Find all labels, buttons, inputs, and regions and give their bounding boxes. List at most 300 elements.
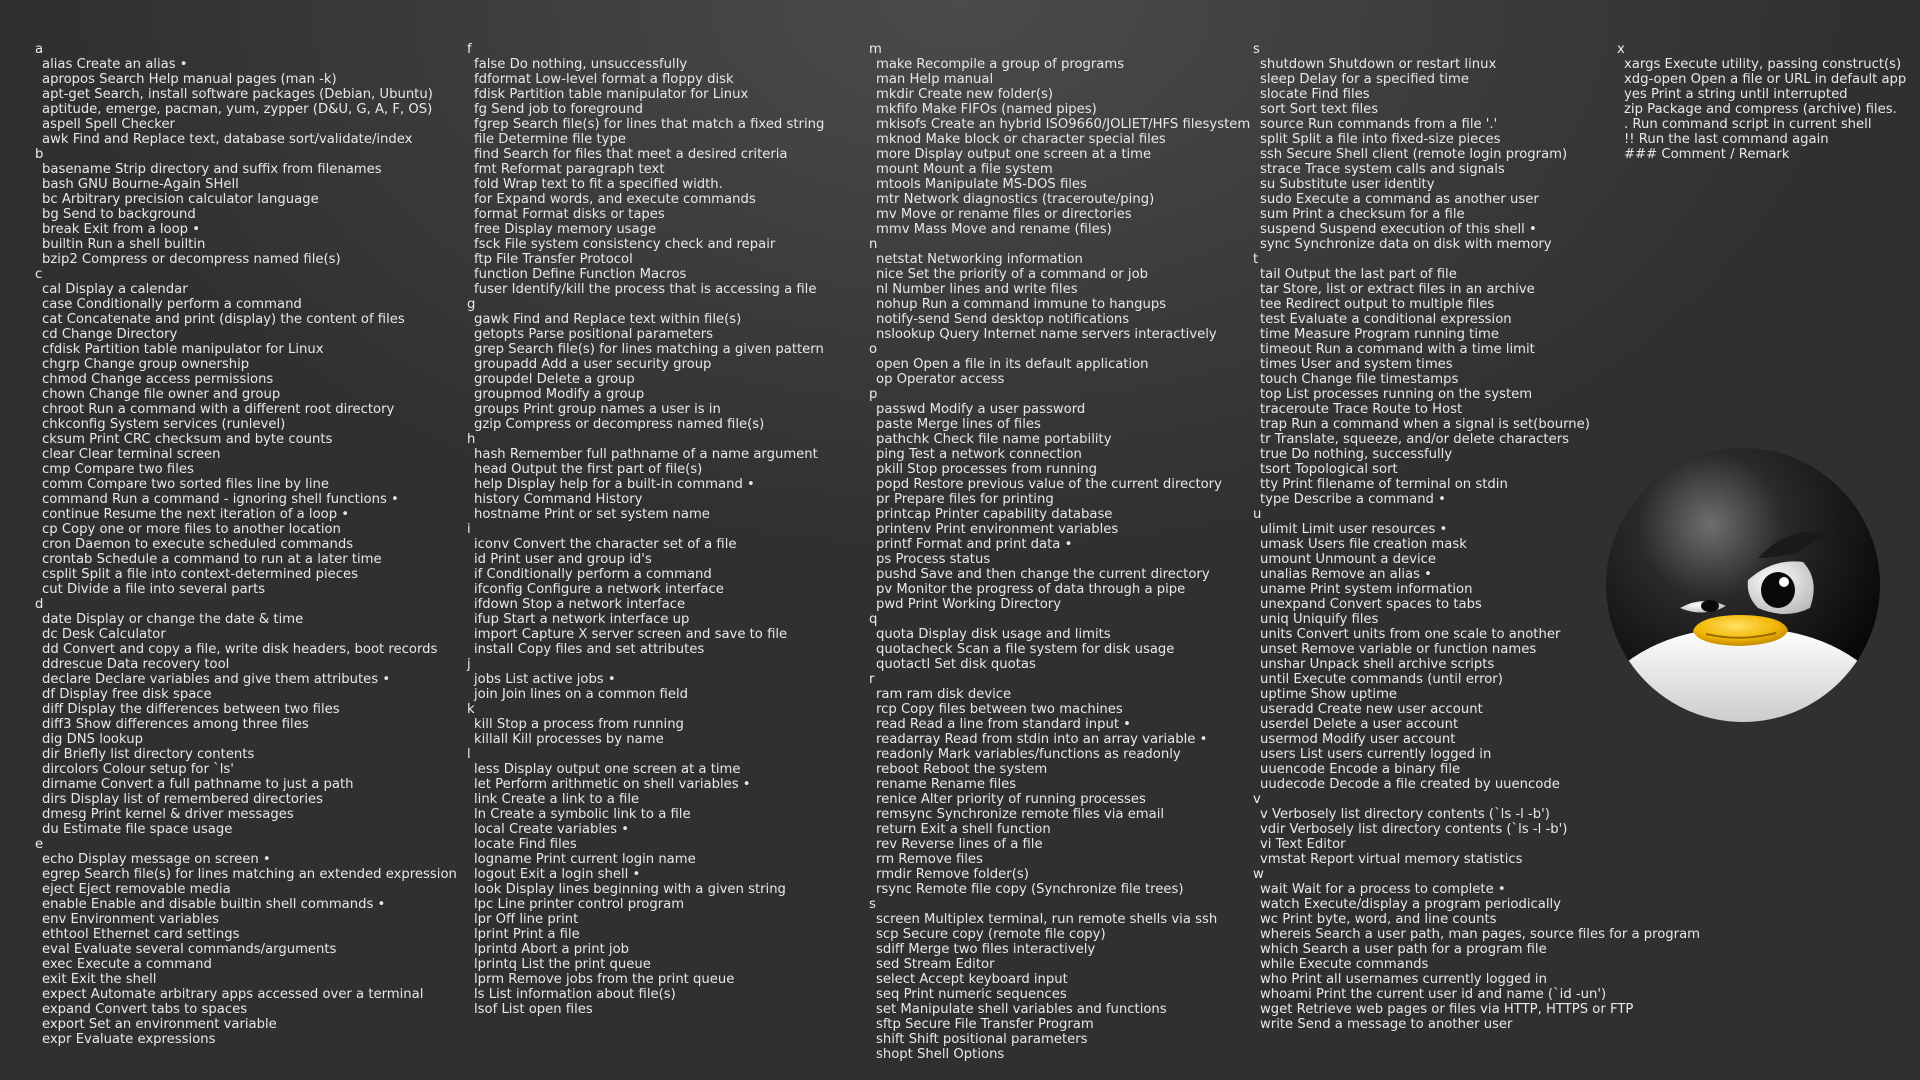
command-name: mount (876, 162, 919, 177)
command-description: Trace system calls and signals (1305, 162, 1505, 177)
command-name: apropos (42, 72, 95, 87)
command-entry (35, 57, 457, 72)
command-name: tee (1260, 297, 1282, 312)
command-description: List open files (501, 1002, 593, 1017)
command-description: Find files (1311, 87, 1370, 102)
command-entry (1253, 267, 1700, 282)
command-entry (35, 477, 457, 492)
command-name: ### (1624, 147, 1658, 162)
command-description: Store, list or extract files in an archive (1282, 282, 1535, 297)
command-entry (467, 72, 824, 87)
section-letter: f (467, 42, 472, 57)
command-entry (869, 1032, 1250, 1047)
command-name: help (474, 477, 503, 492)
command-entry (35, 657, 457, 672)
command-name: ftp (474, 252, 492, 267)
command-description: Split a file into context-determined pieces (81, 567, 358, 582)
command-name: mkfifo (876, 102, 918, 117)
command-description: Convert tabs to spaces (95, 1002, 248, 1017)
command-name: dmesg (42, 807, 87, 822)
command-name: fsck (474, 237, 501, 252)
command-name: renice (876, 792, 917, 807)
command-description: Delay for a specified time (1299, 72, 1469, 87)
command-description: Network diagnostics (traceroute/ping) (903, 192, 1155, 207)
command-entry (869, 72, 1250, 87)
command-entry (35, 252, 457, 267)
command-name: awk (42, 132, 69, 147)
command-name: comm (42, 477, 84, 492)
command-description: Execute/display a program periodically (1303, 897, 1561, 912)
command-entry (869, 717, 1250, 732)
command-description: Manipulate shell variables and functions (900, 1002, 1167, 1017)
command-name: mv (876, 207, 897, 222)
command-name: sdiff (876, 942, 904, 957)
command-description: Search file(s) for lines that match a fixed string (512, 117, 825, 132)
command-name: scp (876, 927, 899, 942)
command-entry (1253, 237, 1700, 252)
command-description: Convert a full pathname to just a path (100, 777, 354, 792)
command-description: Modify a user password (929, 402, 1086, 417)
command-entry (467, 87, 824, 102)
command-name: traceroute (1260, 402, 1329, 417)
command-description: Remove folder(s) (915, 867, 1029, 882)
command-description: List the print queue (521, 957, 651, 972)
command-description: Multiplex terminal, run remote shells via ssh (924, 912, 1218, 927)
command-name: ram (876, 687, 903, 702)
command-entry (1253, 342, 1700, 357)
command-description: Package and compress (archive) files. (1647, 102, 1897, 117)
command-name: aspell (42, 117, 81, 132)
command-description: Merge two files interactively (908, 942, 1096, 957)
command-description: Resume the next iteration of a loop • (103, 507, 350, 522)
command-name: tsort (1260, 462, 1291, 477)
command-name: command (42, 492, 108, 507)
command-entry (35, 552, 457, 567)
command-name: printenv (876, 522, 932, 537)
command-name: split (1260, 132, 1288, 147)
command-description: Parse positional parameters (528, 327, 714, 342)
command-name: logname (474, 852, 532, 867)
command-name: df (42, 687, 56, 702)
command-description: Start a network interface up (503, 612, 690, 627)
command-name: pushd (876, 567, 917, 582)
command-name: quotactl (876, 657, 931, 672)
command-description: Decode a file created by uuencode (1329, 777, 1560, 792)
command-entry (869, 882, 1250, 897)
command-entry (1253, 192, 1700, 207)
command-entry (1253, 417, 1700, 432)
command-description: Trace Route to Host (1333, 402, 1463, 417)
command-name: dd (42, 642, 59, 657)
command-description: Alter priority of running processes (920, 792, 1146, 807)
command-description: Run the last command again (1638, 132, 1829, 147)
command-description: Redirect output to multiple files (1285, 297, 1495, 312)
command-name: pathchk (876, 432, 930, 447)
command-name: chgrp (42, 357, 80, 372)
command-name: top (1260, 387, 1282, 402)
command-entry (869, 987, 1250, 1002)
command-description: Limit user resources • (1301, 522, 1448, 537)
command-description: Read from stdin into an array variable • (944, 732, 1208, 747)
command-name: break (42, 222, 80, 237)
command-description: Output the last part of file (1284, 267, 1457, 282)
command-description: Do nothing, unsuccessfully (509, 57, 688, 72)
command-name: sum (1260, 207, 1289, 222)
command-name: who (1260, 972, 1288, 987)
command-entry (35, 117, 457, 132)
command-entry (869, 117, 1250, 132)
command-name: dirs (42, 792, 67, 807)
command-name: cmp (42, 462, 71, 477)
command-entry (869, 147, 1250, 162)
command-description: Stop a process from running (496, 717, 684, 732)
command-entry (467, 447, 824, 462)
command-entry (35, 747, 457, 762)
command-description: Add a user security group (541, 357, 712, 372)
command-description: Configure a network interface (526, 582, 724, 597)
command-name: su (1260, 177, 1276, 192)
command-name: trap (1260, 417, 1288, 432)
command-entry (467, 462, 824, 477)
command-description: Print user and group id's (490, 552, 652, 567)
command-entry (869, 567, 1250, 582)
command-description: Merge lines of files (916, 417, 1041, 432)
command-name: expand (42, 1002, 91, 1017)
command-description: Off line print (495, 912, 579, 927)
command-description: Remember full pathname of a name argument (509, 447, 818, 462)
command-name: import (474, 627, 518, 642)
command-description: Print all usernames currently logged in (1291, 972, 1547, 987)
command-description: Unpack shell archive scripts (1309, 657, 1495, 672)
section-letter: o (869, 342, 878, 357)
command-name: join (474, 687, 498, 702)
command-description: Read a line from standard input • (909, 717, 1131, 732)
command-name: dirname (42, 777, 97, 792)
command-description: Data recovery tool (106, 657, 230, 672)
command-name: diff (42, 702, 64, 717)
command-description: Compress or decompress named file(s) (81, 252, 341, 267)
command-name: local (474, 822, 505, 837)
command-name: v (1260, 807, 1268, 822)
command-description: Find and Replace text, database sort/validate/index (72, 132, 413, 147)
command-entry (869, 1047, 1250, 1062)
command-name: false (474, 57, 506, 72)
command-entry (869, 822, 1250, 837)
command-entry (869, 267, 1250, 282)
command-name: mtr (876, 192, 900, 207)
command-description: Number lines and write files (892, 282, 1078, 297)
command-description: Arbitrary precision calculator language (61, 192, 319, 207)
command-entry (35, 312, 457, 327)
command-name: rcp (876, 702, 897, 717)
command-entry (467, 192, 824, 207)
command-entry (35, 912, 457, 927)
command-column-2 (467, 42, 824, 1017)
command-description: Networking information (927, 252, 1083, 267)
command-entry (869, 777, 1250, 792)
command-entry (1253, 972, 1700, 987)
command-entry (35, 717, 457, 732)
command-description: Exit a login shell • (519, 867, 641, 882)
command-description: Ethernet card settings (92, 927, 240, 942)
command-name: dc (42, 627, 58, 642)
command-name: id (474, 552, 487, 567)
command-entry (467, 927, 824, 942)
command-description: Print kernel & driver messages (90, 807, 294, 822)
command-entry (1253, 822, 1700, 837)
command-name: uptime (1260, 687, 1307, 702)
command-entry (1617, 117, 1906, 132)
command-entry (35, 357, 457, 372)
command-name: uniq (1260, 612, 1289, 627)
command-name: exit (42, 972, 67, 987)
command-entry (1253, 1017, 1700, 1032)
command-entry (467, 837, 824, 852)
command-description: Print a string until interrupted (1651, 87, 1848, 102)
command-name: chown (42, 387, 85, 402)
command-name: lpr (474, 912, 492, 927)
command-name: echo (42, 852, 74, 867)
command-name: ps (876, 552, 892, 567)
section-letter: g (467, 297, 476, 312)
command-description: Capture X server screen and save to file (521, 627, 788, 642)
command-description: Wait for a process to complete • (1291, 882, 1506, 897)
command-name: whoami (1260, 987, 1312, 1002)
command-description: Create an hybrid ISO9660/JOLIET/HFS filesystem (930, 117, 1251, 132)
command-name: date (42, 612, 72, 627)
command-description: Create an alias • (76, 57, 188, 72)
command-entry (869, 942, 1250, 957)
command-entry (467, 492, 824, 507)
command-description: Exit from a loop • (83, 222, 201, 237)
command-name: unset (1260, 642, 1297, 657)
command-entry (869, 177, 1250, 192)
command-column-3 (869, 42, 1250, 1062)
command-name: reboot (876, 762, 919, 777)
command-description: Change group ownership (83, 357, 250, 372)
command-name: paste (876, 417, 913, 432)
command-name: umount (1260, 552, 1312, 567)
command-entry (467, 282, 824, 297)
command-entry (35, 1032, 457, 1047)
command-description: Query Internet name servers interactively (939, 327, 1217, 342)
command-description: Display the differences between two files (67, 702, 340, 717)
command-name: alias (42, 57, 73, 72)
command-name: killall (474, 732, 509, 747)
command-description: Copy files between two machines (900, 702, 1123, 717)
command-description: Change file timestamps (1301, 372, 1459, 387)
command-name: fmt (474, 162, 497, 177)
command-entry (869, 687, 1250, 702)
command-entry (869, 312, 1250, 327)
command-description: Remote file copy (Synchronize file trees) (915, 882, 1184, 897)
command-name: csplit (42, 567, 77, 582)
command-entry (467, 897, 824, 912)
command-name: select (876, 972, 916, 987)
command-entry (869, 87, 1250, 102)
command-entry (35, 462, 457, 477)
command-description: Shift positional parameters (908, 1032, 1088, 1047)
command-entry (1253, 777, 1700, 792)
command-name: write (1260, 1017, 1294, 1032)
command-entry (35, 642, 457, 657)
command-name: ifup (474, 612, 500, 627)
command-name: fold (474, 177, 499, 192)
command-name: userdel (1260, 717, 1309, 732)
command-name: lprm (474, 972, 505, 987)
command-description: Set disk quotas (934, 657, 1036, 672)
section-letter: c (35, 267, 43, 282)
command-name: yes (1624, 87, 1647, 102)
command-description: Text Editor (1275, 837, 1346, 852)
command-entry (1253, 732, 1700, 747)
command-name: expr (42, 1032, 72, 1047)
command-name: locate (474, 837, 515, 852)
command-name: wait (1260, 882, 1288, 897)
command-name: return (876, 822, 917, 837)
command-entry (467, 312, 824, 327)
command-name: less (474, 762, 500, 777)
command-name: tail (1260, 267, 1281, 282)
command-entry (35, 1017, 457, 1032)
command-description: Execute a command as another user (1295, 192, 1539, 207)
command-name: eject (42, 882, 75, 897)
command-entry (35, 327, 457, 342)
command-name: cron (42, 537, 71, 552)
command-description: Modify a group (545, 387, 645, 402)
command-description: Clear terminal screen (78, 447, 221, 462)
section-letter: p (869, 387, 878, 402)
command-description: Join lines on a common field (501, 687, 688, 702)
command-name: bash (42, 177, 74, 192)
command-entry (869, 627, 1250, 642)
command-name: time (1260, 327, 1290, 342)
command-description: Unmount a device (1315, 552, 1436, 567)
command-description: Split a file into fixed-size pieces (1291, 132, 1501, 147)
command-name: unexpand (1260, 597, 1326, 612)
command-entry (35, 567, 457, 582)
command-name: op (876, 372, 893, 387)
command-name: rename (876, 777, 927, 792)
command-entry (869, 867, 1250, 882)
command-name: sed (876, 957, 900, 972)
command-name: basename (42, 162, 111, 177)
command-name: suspend (1260, 222, 1316, 237)
command-description: Briefly list directory contents (63, 747, 255, 762)
command-entry (467, 627, 824, 642)
command-description: Display output one screen at a time (503, 762, 741, 777)
command-name: format (474, 207, 518, 222)
command-name: export (42, 1017, 85, 1032)
command-name: popd (876, 477, 910, 492)
command-description: Display help for a built-in command • (506, 477, 755, 492)
command-name: type (1260, 492, 1290, 507)
command-description: Shutdown or restart linux (1328, 57, 1497, 72)
command-description: Convert units from one scale to another (1296, 627, 1561, 642)
command-description: Display memory usage (504, 222, 657, 237)
section-letter: n (869, 237, 878, 252)
command-entry (869, 192, 1250, 207)
command-name: lprint (474, 927, 509, 942)
command-name: tr (1260, 432, 1271, 447)
command-description: Print a file (512, 927, 580, 942)
command-name: nohup (876, 297, 918, 312)
command-name: mknod (876, 132, 922, 147)
command-entry (1253, 852, 1700, 867)
command-entry (467, 612, 824, 627)
command-name: ulimit (1260, 522, 1298, 537)
command-entry (869, 762, 1250, 777)
command-name: ls (474, 987, 485, 1002)
command-description: Run a command - ignoring shell functions • (112, 492, 399, 507)
command-description: Mass Move and rename (files) (913, 222, 1112, 237)
command-name: clear (42, 447, 75, 462)
command-entry (869, 492, 1250, 507)
command-name: jobs (474, 672, 501, 687)
command-description: Manipulate MS-DOS files (924, 177, 1087, 192)
command-name: readarray (876, 732, 941, 747)
command-name: readonly (876, 747, 934, 762)
command-name: exec (42, 957, 73, 972)
command-description: Declare variables and give them attributes • (94, 672, 391, 687)
command-description: Wrap text to fit a specified width. (502, 177, 723, 192)
command-entry (1253, 942, 1700, 957)
command-entry (35, 222, 457, 237)
command-name: umask (1260, 537, 1304, 552)
command-entry (35, 867, 457, 882)
command-description: Print numeric sequences (903, 987, 1067, 1002)
command-entry (1253, 762, 1700, 777)
section-letter: q (869, 612, 878, 627)
command-entry (467, 372, 824, 387)
command-name: printf (876, 537, 912, 552)
command-entry (467, 777, 824, 792)
command-description: Change file owner and group (89, 387, 281, 402)
section-letter: j (467, 657, 471, 672)
command-entry (467, 687, 824, 702)
command-description: Display disk usage and limits (918, 627, 1111, 642)
command-name: groupmod (474, 387, 542, 402)
command-description: Change access permissions (91, 372, 274, 387)
command-name: grep (474, 342, 504, 357)
command-description: Show differences among three files (75, 717, 309, 732)
command-name: xargs (1624, 57, 1661, 72)
command-entry (467, 732, 824, 747)
command-entry (35, 612, 457, 627)
command-description: Convert the character set of a file (513, 537, 737, 552)
command-name: bzip2 (42, 252, 78, 267)
command-name: ping (876, 447, 905, 462)
command-entry (467, 882, 824, 897)
command-name: true (1260, 447, 1288, 462)
command-description: Print or set system name (544, 507, 710, 522)
command-entry (35, 777, 457, 792)
command-description: Create new folder(s) (918, 87, 1054, 102)
command-description: Operator access (896, 372, 1005, 387)
command-description: Save and then change the current directory (920, 567, 1210, 582)
command-description: System services (runlevel) (109, 417, 286, 432)
command-description: Move or rename files or directories (900, 207, 1132, 222)
command-description: List information about file(s) (488, 987, 676, 1002)
command-name: function (474, 267, 528, 282)
command-entry (35, 237, 457, 252)
command-entry (869, 642, 1250, 657)
command-name: sftp (876, 1017, 901, 1032)
command-entry (35, 942, 457, 957)
command-entry (35, 162, 457, 177)
command-entry (1617, 147, 1906, 162)
command-entry (467, 792, 824, 807)
